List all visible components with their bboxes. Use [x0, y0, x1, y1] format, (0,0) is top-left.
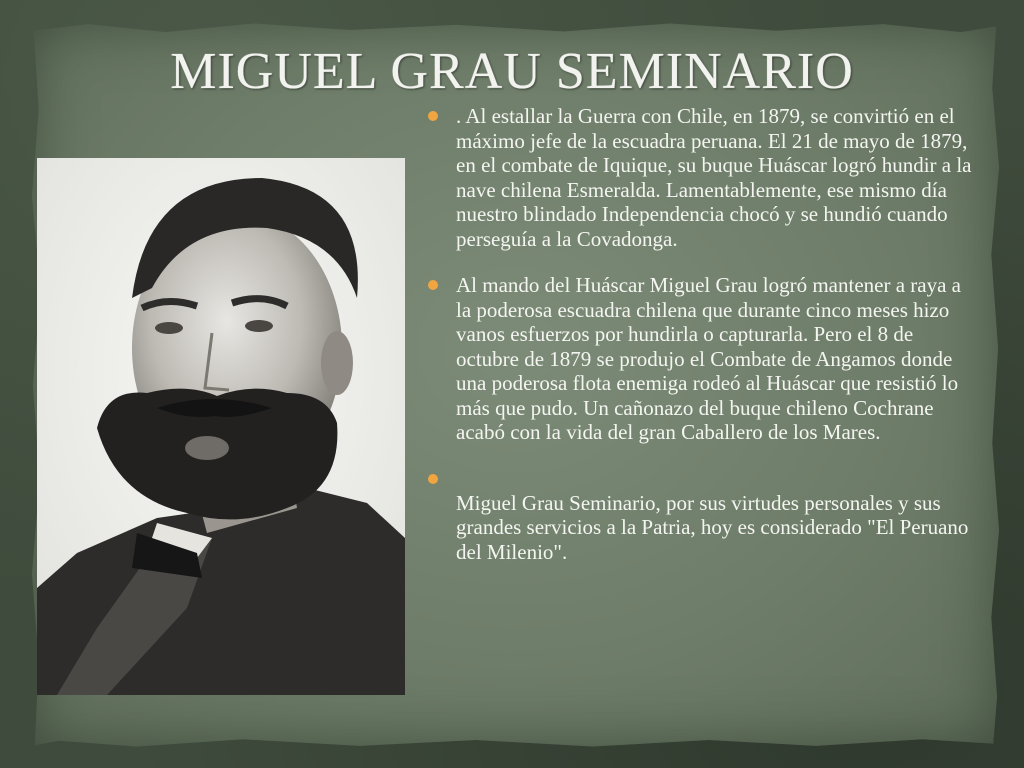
list-item — [424, 104, 972, 251]
bullet-dot-icon — [428, 111, 438, 121]
list-item — [424, 273, 972, 445]
bullet-dot-icon — [428, 474, 438, 484]
slide-title: MIGUEL GRAU SEMINARIO — [170, 43, 854, 100]
portrait-illustration — [37, 158, 405, 695]
bullet-text: . Al estallar la Guerra con Chile, en 1879, se convirtió en el máximo jefe de la escuadra peruana. El 21 de mayo de 1879, en el combate de Iquique, su buque Huáscar logró hundir a la nave chilena Esmeralda. Lamentablemente, ese mismo día nuestro blindado Independencia chocó y se hundió cuando perseguía a la Covadonga. — [456, 104, 972, 251]
closing-paragraph: Miguel Grau Seminario, por sus virtudes personales y sus grandes servicios a la Patria, hoy es considerado "El Peruano del Milenio". — [456, 490, 969, 564]
bullet-text: Al mando del Huáscar Miguel Grau logró mantener a raya a la poderosa escuadra chilena que durante cinco meses hizo vanos esfuerzos por hundirla o capturarla. Pero el 8 de octubre de 1879 se produjo el Combate de Angamos donde una poderosa flota enemiga rodeó al Huáscar que resistió lo más que pudo. Un cañonazo del buque chileno Cochrane acabó con la vida del gran Caballero de los Mares. — [456, 273, 961, 444]
bullet-list — [424, 104, 972, 564]
portrait-photo — [37, 158, 405, 695]
bullet-dot-icon — [428, 280, 438, 290]
list-item — [424, 467, 972, 491]
